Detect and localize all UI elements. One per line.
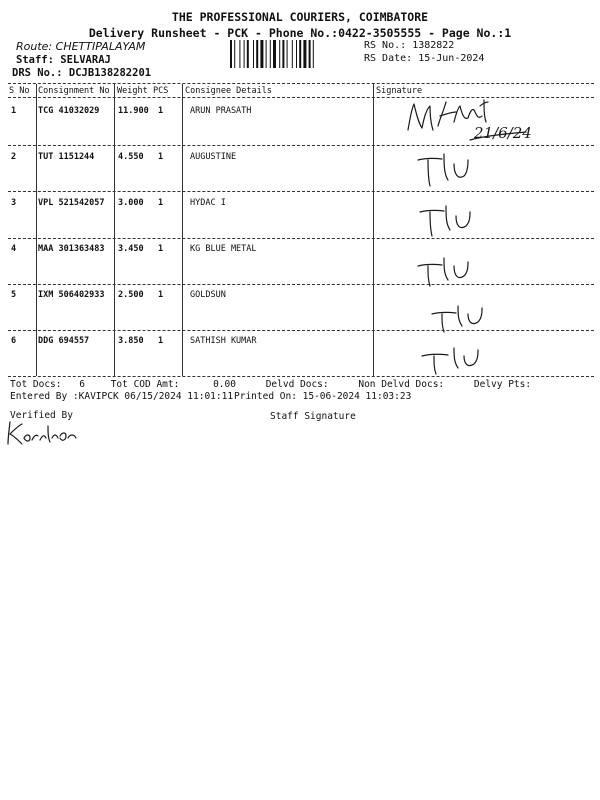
barcode-bar bbox=[244, 40, 245, 68]
column-rule bbox=[182, 84, 183, 376]
row-consignment: VPL 521542057 bbox=[38, 198, 105, 208]
row-consignment: DDG 694557 bbox=[38, 336, 90, 346]
drs-label: DRS No.: bbox=[12, 67, 63, 79]
entered-by: Entered By :KAVIPCK 06/15/2024 11:01:11 bbox=[10, 391, 234, 402]
barcode-bar bbox=[313, 40, 314, 68]
row-weight: 4.550 bbox=[118, 152, 144, 162]
barcode-bar bbox=[239, 40, 240, 68]
row-weight: 3.850 bbox=[118, 336, 144, 346]
row-pcs: 1 bbox=[158, 244, 164, 254]
rs-no-value: 1382822 bbox=[412, 40, 455, 51]
barcode-bar bbox=[273, 40, 276, 68]
company-title: THE PROFESSIONAL COURIERS, COIMBATORE bbox=[171, 10, 429, 24]
col-header-signature: Signature bbox=[376, 86, 423, 96]
row-consignee: ARUN PRASATH bbox=[190, 106, 252, 116]
staff-signature-label: Staff Signature bbox=[270, 411, 356, 422]
printed-on: Printed On: 15-06-2024 11:03:23 bbox=[234, 391, 412, 402]
row-pcs: 1 bbox=[158, 152, 164, 162]
delvd-docs-label: Delvd Docs: bbox=[265, 379, 329, 390]
runsheet-subtitle: Delivery Runsheet - PCK - Phone No.:0422-3505555 - Page No.:1 bbox=[88, 26, 512, 40]
staff-value: SELVARAJ bbox=[60, 54, 111, 66]
barcode-bar bbox=[230, 40, 232, 68]
barcode-bar bbox=[299, 40, 301, 68]
non-delvd-docs-label: Non Delvd Docs: bbox=[358, 379, 445, 390]
row-sno: 3 bbox=[11, 198, 17, 208]
barcode-bar bbox=[282, 40, 284, 68]
tot-docs-label: Tot Docs: bbox=[10, 379, 62, 390]
barcode-bar bbox=[266, 40, 267, 68]
row-consignee: HYDAC I bbox=[190, 198, 226, 208]
row-divider bbox=[8, 284, 594, 285]
row-consignment: TUT 1151244 bbox=[38, 152, 95, 162]
drs-line bbox=[12, 67, 151, 79]
col-header-pcs: PCS bbox=[153, 86, 169, 96]
row-consignee: SATHISH KUMAR bbox=[190, 336, 257, 346]
row-consignment: MAA 301363483 bbox=[38, 244, 105, 254]
column-rule bbox=[114, 84, 115, 376]
route-line bbox=[16, 40, 145, 53]
row-pcs: 1 bbox=[158, 336, 164, 346]
barcode-bar bbox=[303, 40, 306, 68]
table-bottom-rule bbox=[8, 376, 594, 377]
barcode-bar bbox=[234, 40, 235, 68]
row-consignment: IXM 506402933 bbox=[38, 290, 105, 300]
row-sno: 1 bbox=[11, 106, 17, 116]
rs-date-label: RS Date: bbox=[364, 53, 413, 64]
rs-date-line bbox=[364, 53, 484, 64]
row-pcs: 1 bbox=[158, 198, 164, 208]
signature-row-6 bbox=[418, 342, 488, 378]
row-pcs: 1 bbox=[158, 290, 164, 300]
col-header-consignment: Consignment No bbox=[38, 86, 110, 96]
col-header-weight: Weight bbox=[117, 86, 148, 96]
delvy-pts-label: Delvy Pts: bbox=[473, 379, 532, 390]
table-top-rule bbox=[8, 83, 594, 84]
drs-value: DCJB138282201 bbox=[68, 67, 152, 79]
row-consignment: TCG 41032029 bbox=[38, 106, 100, 116]
verified-by-signature bbox=[4, 418, 84, 448]
row-consignee: GOLDSUN bbox=[190, 290, 226, 300]
column-rule bbox=[373, 84, 374, 376]
row-sno: 5 bbox=[11, 290, 17, 300]
row-consignee: KG BLUE METAL bbox=[190, 244, 257, 254]
signature-row-3 bbox=[416, 200, 476, 240]
barcode-bar bbox=[256, 40, 258, 68]
barcode-bar bbox=[260, 40, 263, 68]
signature-date: 21/6/24 bbox=[474, 124, 532, 142]
barcode-bar bbox=[253, 40, 254, 68]
staff-line bbox=[16, 54, 111, 66]
row-pcs: 1 bbox=[158, 106, 164, 116]
row-divider bbox=[8, 238, 594, 239]
row-sno: 4 bbox=[11, 244, 17, 254]
row-divider bbox=[8, 191, 594, 192]
tot-docs-value: 6 bbox=[79, 379, 85, 390]
row-consignee: AUGUSTINE bbox=[190, 152, 237, 162]
route-value: CHETTIPALAYAM bbox=[55, 40, 146, 53]
column-rule bbox=[36, 84, 37, 376]
barcode bbox=[230, 40, 358, 68]
row-sno: 6 bbox=[11, 336, 17, 346]
row-sno: 2 bbox=[11, 152, 17, 162]
signature-row-1 bbox=[400, 96, 540, 148]
barcode-bar bbox=[287, 40, 288, 68]
row-weight: 11.900 bbox=[118, 106, 149, 116]
tot-cod-label: Tot COD Amt: bbox=[110, 379, 180, 390]
col-header-sno: S No bbox=[9, 86, 30, 96]
row-weight: 3.000 bbox=[118, 198, 144, 208]
barcode-bar bbox=[247, 40, 249, 68]
row-weight: 2.500 bbox=[118, 290, 144, 300]
tot-cod-value: 0.00 bbox=[213, 379, 236, 390]
verified-by-label: Verified By bbox=[10, 410, 73, 421]
rs-date-value: 15-Jun-2024 bbox=[418, 53, 485, 64]
row-weight: 3.450 bbox=[118, 244, 144, 254]
barcode-bar bbox=[309, 40, 311, 68]
rs-no-line bbox=[364, 40, 454, 51]
col-header-consignee: Consignee Details bbox=[185, 86, 272, 96]
signature-row-5 bbox=[428, 300, 488, 336]
barcode-bar bbox=[292, 40, 293, 68]
footer-totals-line bbox=[10, 379, 531, 390]
row-divider bbox=[8, 330, 594, 331]
signature-row-4 bbox=[414, 252, 474, 290]
barcode-bar bbox=[296, 40, 297, 68]
barcode-bar bbox=[270, 40, 271, 68]
staff-label: Staff: bbox=[16, 54, 54, 66]
rs-no-label: RS No.: bbox=[364, 40, 407, 51]
signature-row-2 bbox=[414, 150, 474, 190]
barcode-bar bbox=[279, 40, 280, 68]
route-label: Route: bbox=[16, 40, 53, 53]
